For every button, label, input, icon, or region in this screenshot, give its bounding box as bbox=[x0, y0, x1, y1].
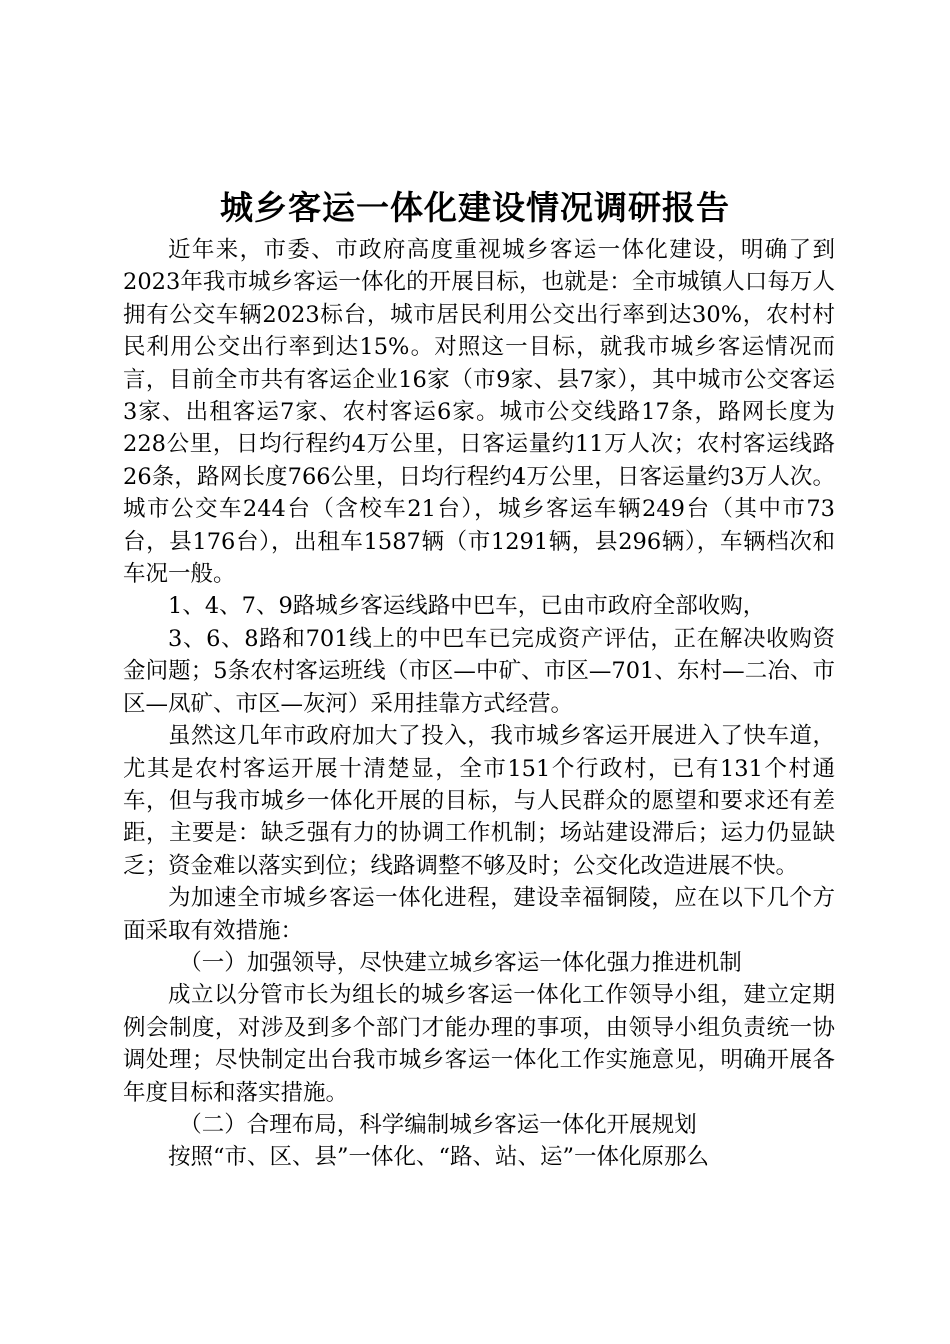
paragraph-measures-intro: 为加速全市城乡客运一体化进程，建设幸福铜陵，应在以下几个方面采取有效措施： bbox=[123, 885, 835, 944]
paragraph-planning: 按照“市、区、县”一体化、“路、站、运”一体化原那么 bbox=[168, 1144, 710, 1171]
paragraph-leadership: 成立以分管市长为组长的城乡客运一体化工作领导小组，建立定期例会制度，对涉及到多个部门才能办理的事项，由领导小组负责统一协调处理；尽快制定出台我市城乡客运一体化工作实施意见，明确开展各年度目标和落实措施。 bbox=[123, 982, 835, 1106]
document-title: 城乡客运一体化建设情况调研报告 bbox=[220, 188, 730, 227]
document-body bbox=[123, 234, 835, 1174]
section-heading-1: （一）加强领导，尽快建立城乡客运一体化强力推进机制 bbox=[179, 949, 742, 976]
paragraph-routes-assessment: 3、6、8路和701线上的中巴车已完成资产评估，正在解决收购资金问题；5条农村客运班线（市区—中矿、市区—701、东村—二冶、市区—凤矿、市区—灰河）采用挂靠方式经营。 bbox=[123, 625, 835, 717]
paragraph-routes-purchased: 1、4、7、9路城乡客运线路中巴车，已由市政府全部收购， bbox=[168, 593, 766, 620]
section-heading-2: （二）合理布局，科学编制城乡客运一体化开展规划 bbox=[179, 1111, 697, 1138]
paragraph-problems: 虽然这几年市政府加大了投入，我市城乡客运开展进入了快车道，尤其是农村客运开展十清楚显，全市151个行政村，已有131个村通车，但与我市城乡一体化开展的目标，与人民群众的愿望和要求还有差距，主要是：缺乏强有力的协调工作机制；场站建设滞后；运力仍显缺乏；资金难以落实到位；线路调整不够及时；公交化改造进展不快。 bbox=[123, 723, 835, 879]
paragraph-overview: 近年来，市委、市政府高度重视城乡客运一体化建设，明确了到2023年我市城乡客运一体化的开展目标，也就是：全市城镇人口每万人拥有公交车辆2023标台，城市居民利用公交出行率到达30%，农村村民利用公交出行率到达15%。对照这一目标，就我市城乡客运情况而言，目前全市共有客运企业16家（市9家、县7家），其中城市公交客运3家、出租客运7家、农村客运6家。城市公交线路17条，路网长度为228公里，日均行程约4万公里，日客运量约11万人次；农村客运线路26条，路网长度766公里，日均行程约4万公里，日客运量约3万人次。城市公交车244台（含校车21台），城乡客运车辆249台（其中市73台，县176台），出租车1587辆（市1291辆，县296辆），车辆档次和车况一般。 bbox=[123, 237, 835, 588]
